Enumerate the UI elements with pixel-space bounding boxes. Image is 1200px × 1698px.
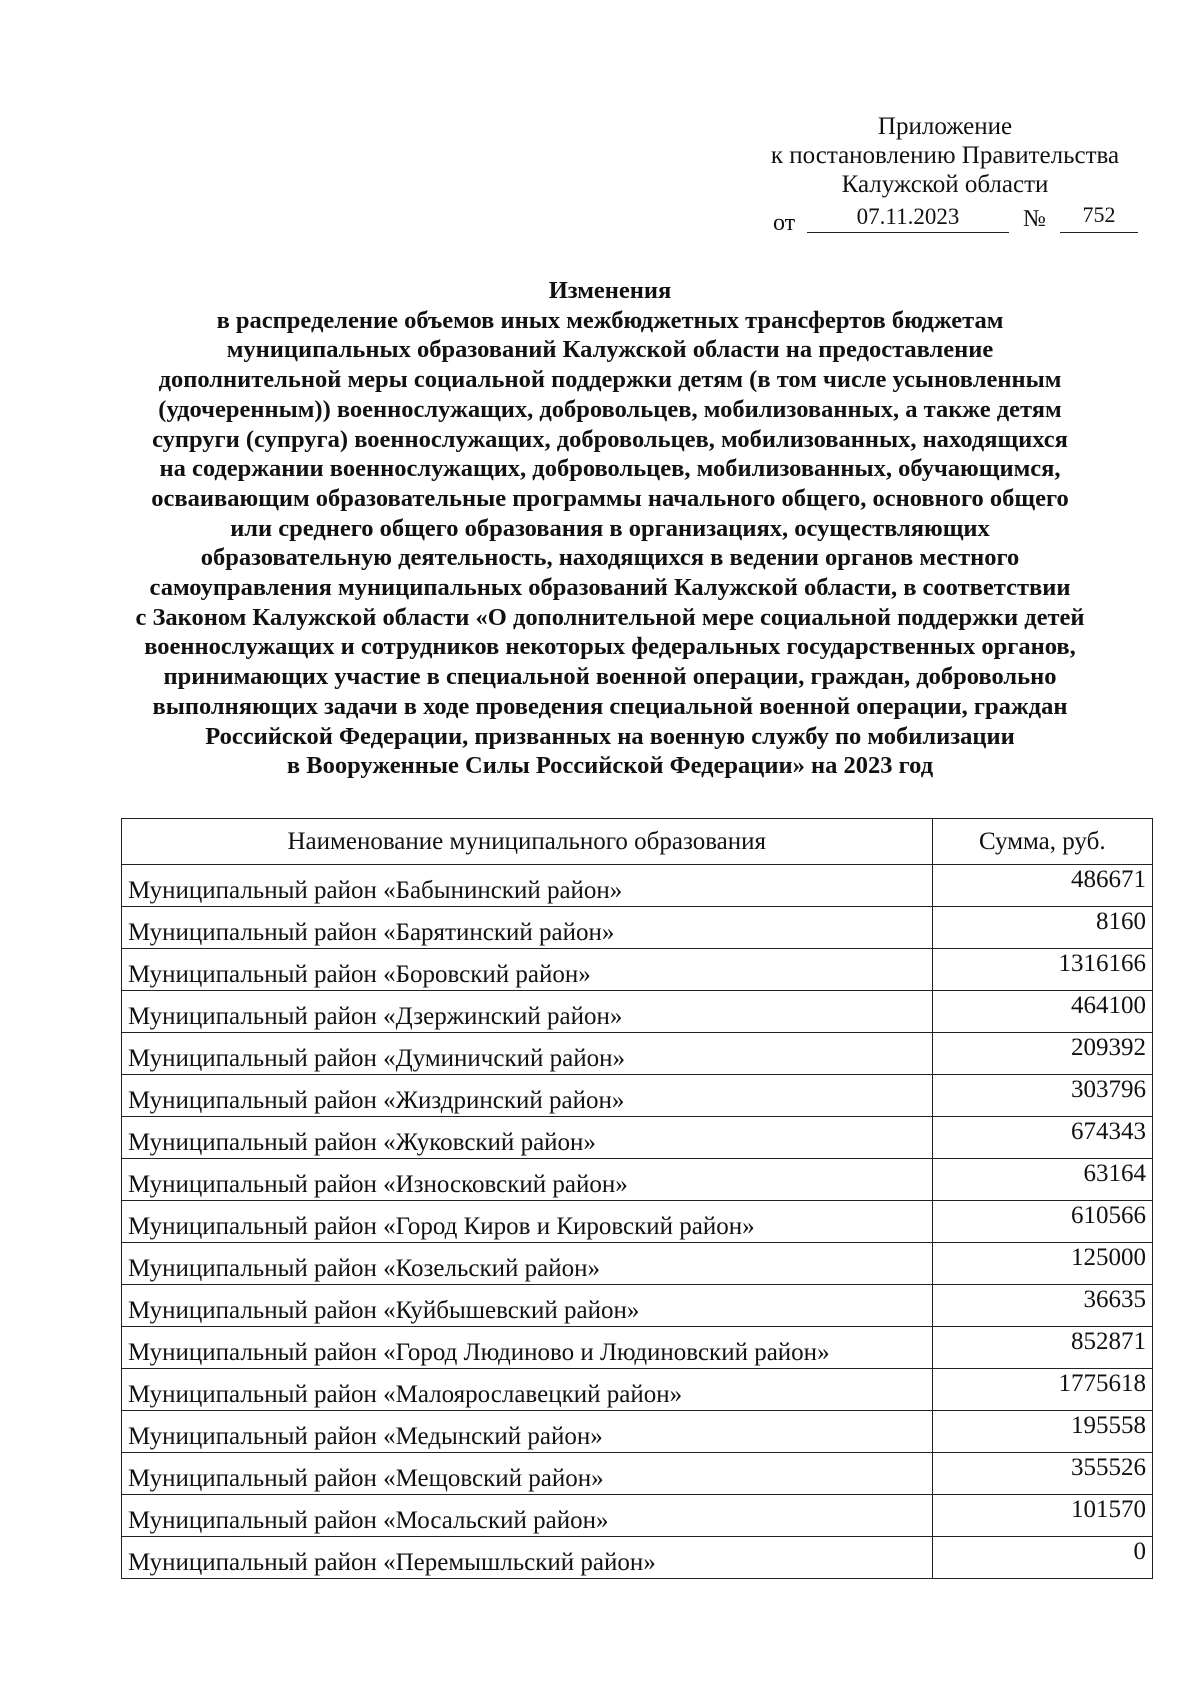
title-line: Российской Федерации, призванных на военную службу по мобилизации: [205, 722, 1015, 750]
amount-value: 101570: [932, 1495, 1152, 1537]
municipality-name: Муниципальный район «Жуковский район»: [122, 1117, 933, 1159]
from-label: от: [773, 210, 796, 236]
table-row: [122, 1495, 1153, 1537]
municipality-name: Муниципальный район «Город Людиново и Людиновский район»: [122, 1327, 933, 1369]
table-row: [122, 907, 1153, 949]
resolution-date: 07.11.2023: [807, 204, 1009, 233]
title-line: муниципальных образований Калужской области на предоставление: [226, 336, 994, 364]
title-line: с Законом Калужской области «О дополнительной мере социальной поддержки детей: [135, 603, 1085, 631]
table-row: [122, 991, 1153, 1033]
title-line: дополнительной меры социальной поддержки детям (в том числе усыновленным: [158, 366, 1062, 394]
table-row: [122, 1075, 1153, 1117]
table-header-row: [122, 819, 1153, 865]
title-line: самоуправления муниципальных образований Калужской области, в соответствии: [149, 574, 1071, 602]
amount-value: 125000: [932, 1243, 1152, 1285]
municipality-name: Муниципальный район «Мещовский район»: [122, 1453, 933, 1495]
municipality-name: Муниципальный район «Козельский район»: [122, 1243, 933, 1285]
appendix-region-line: Калужской области: [841, 171, 1049, 198]
appendix-block: [760, 112, 1130, 199]
table-row: [122, 949, 1153, 991]
table-row: [122, 1369, 1153, 1411]
amount-value: 355526: [932, 1453, 1152, 1495]
number-sign: №: [1023, 206, 1046, 232]
amount-value: 0: [932, 1537, 1152, 1579]
municipality-name: Муниципальный район «Думиничский район»: [122, 1033, 933, 1075]
table-row: [122, 1453, 1153, 1495]
title-line: военнослужащих и сотрудников некоторых федеральных государственных органов,: [144, 633, 1076, 661]
appendix-resolution-line: к постановлению Правительства: [770, 142, 1120, 169]
header-municipality: Наименование муниципального образования: [122, 819, 933, 865]
document-title: [110, 276, 1110, 781]
table-row: [122, 1201, 1153, 1243]
title-line: супруги (супруга) военнослужащих, добровольцев, мобилизованных, находящихся: [152, 425, 1068, 453]
amount-value: 1775618: [932, 1369, 1152, 1411]
title-line: осваивающим образовательные программы начального общего, основного общего: [151, 484, 1069, 512]
municipality-name: Муниципальный район «Барятинский район»: [122, 907, 933, 949]
municipality-name: Муниципальный район «Боровский район»: [122, 949, 933, 991]
resolution-date-number: [765, 204, 1140, 238]
amount-value: 1316166: [932, 949, 1152, 991]
amount-value: 36635: [932, 1285, 1152, 1327]
allocation-table: [121, 818, 1153, 1579]
municipality-name: Муниципальный район «Мосальский район»: [122, 1495, 933, 1537]
municipality-name: Муниципальный район «Перемышльский район»: [122, 1537, 933, 1579]
table-row: [122, 1117, 1153, 1159]
table-row: [122, 1285, 1153, 1327]
title-heading: Изменения: [548, 277, 672, 304]
appendix-label: Приложение: [877, 113, 1013, 140]
amount-value: 195558: [932, 1411, 1152, 1453]
amount-value: 852871: [932, 1327, 1152, 1369]
municipality-name: Муниципальный район «Дзержинский район»: [122, 991, 933, 1033]
municipality-name: Муниципальный район «Бабынинский район»: [122, 865, 933, 907]
amount-value: 63164: [932, 1159, 1152, 1201]
municipality-name: Муниципальный район «Износковский район»: [122, 1159, 933, 1201]
amount-value: 674343: [932, 1117, 1152, 1159]
table-row: [122, 865, 1153, 907]
municipality-name: Муниципальный район «Город Киров и Кировский район»: [122, 1201, 933, 1243]
table-row: [122, 1411, 1153, 1453]
table-row: [122, 1537, 1153, 1579]
municipality-name: Муниципальный район «Куйбышевский район»: [122, 1285, 933, 1327]
amount-value: 209392: [932, 1033, 1152, 1075]
title-line: (удочеренным)) военнослужащих, добровольцев, мобилизованных, а также детям: [158, 395, 1062, 423]
table-row: [122, 1033, 1153, 1075]
municipality-name: Муниципальный район «Малоярославецкий район»: [122, 1369, 933, 1411]
table-row: [122, 1243, 1153, 1285]
table-row: [122, 1159, 1153, 1201]
title-line: в распределение объемов иных межбюджетных трансфертов бюджетам: [216, 306, 1004, 334]
title-line: или среднего общего образования в организациях, осуществляющих: [230, 514, 990, 542]
title-line: в Вооруженные Силы Российской Федерации» на 2023 год: [286, 752, 934, 780]
amount-value: 486671: [932, 865, 1152, 907]
title-line: образовательную деятельность, находящихся в ведении органов местного: [200, 544, 1020, 572]
title-line: принимающих участие в специальной военной операции, граждан, добровольно: [163, 663, 1057, 691]
amount-value: 8160: [932, 907, 1152, 949]
title-line: на содержании военнослужащих, добровольцев, мобилизованных, обучающимся,: [159, 455, 1061, 483]
amount-value: 303796: [932, 1075, 1152, 1117]
resolution-number: 752: [1060, 202, 1138, 233]
municipality-name: Муниципальный район «Медынский район»: [122, 1411, 933, 1453]
amount-value: 464100: [932, 991, 1152, 1033]
table-row: [122, 1327, 1153, 1369]
amount-value: 610566: [932, 1201, 1152, 1243]
municipality-name: Муниципальный район «Жиздринский район»: [122, 1075, 933, 1117]
title-line: выполняющих задачи в ходе проведения специальной военной операции, граждан: [152, 692, 1068, 720]
header-amount: Сумма, руб.: [932, 819, 1152, 865]
